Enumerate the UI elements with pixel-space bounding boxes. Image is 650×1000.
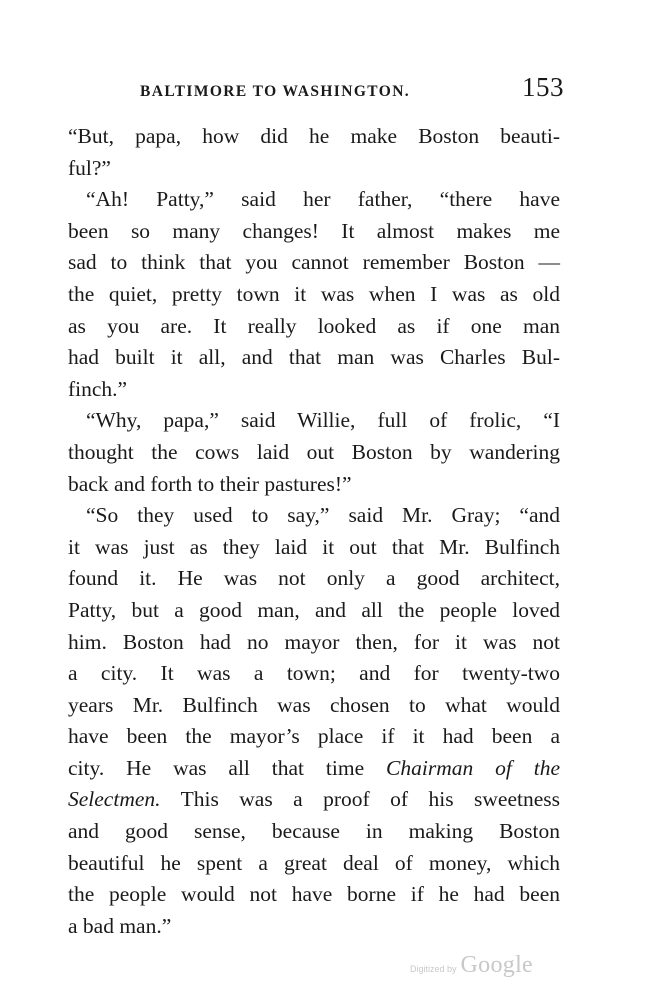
- page-number: 153: [522, 72, 564, 102]
- running-title: BALTIMORE TO WASHINGTON.: [140, 83, 411, 100]
- text-line: “But, papa, how did he make Boston beauti-: [68, 124, 560, 148]
- text-line: sad to think that you cannot remember Boston —: [68, 250, 560, 275]
- text-line: had built it all, and that man was Charles Bul-: [68, 345, 560, 370]
- text-line: back and forth to their pastures!”: [68, 471, 352, 496]
- body-text: [68, 121, 560, 942]
- text-line: finch.”: [68, 376, 128, 401]
- text-run: city. He was all that time: [68, 755, 387, 780]
- text-line: “Why, papa,” said Willie, full of frolic, “I: [86, 408, 560, 433]
- text-run: This was a proof of his sweetness: [160, 787, 560, 812]
- text-line: and good sense, because in making Boston: [68, 819, 560, 844]
- text-line: Patty, but a good man, and all the people loved: [68, 597, 560, 622]
- italic-text: Chairman of the: [386, 755, 560, 780]
- watermark-prefix: Digitized by: [410, 964, 457, 974]
- google-watermark: [410, 952, 533, 979]
- google-logo: Google: [460, 952, 533, 978]
- text-line: thought the cows laid out Boston by wandering: [68, 439, 560, 464]
- text-line: years Mr. Bulfinch was chosen to what would: [68, 692, 560, 717]
- text-line: ful?”: [68, 155, 111, 180]
- italic-text: Selectmen.: [68, 787, 161, 812]
- text-line: found it. He was not only a good architect,: [68, 566, 560, 591]
- text-line: been so many changes! It almost makes me: [68, 218, 560, 243]
- text-line: him. Boston had no mayor then, for it was not: [68, 629, 560, 654]
- text-line: a city. It was a town; and for twenty-two: [68, 661, 560, 686]
- text-line: “So they used to say,” said Mr. Gray; “and: [86, 503, 560, 528]
- text-line: a bad man.”: [68, 913, 172, 938]
- text-line: it was just as they laid it out that Mr. Bulfinch: [68, 534, 560, 559]
- text-line: the people would not have borne if he had been: [68, 882, 560, 907]
- running-header: [68, 72, 564, 106]
- text-line: “Ah! Patty,” said her father, “there have: [86, 187, 560, 212]
- text-line: [68, 753, 560, 785]
- text-line: have been the mayor’s place if it had been a: [68, 724, 560, 749]
- text-line: beautiful he spent a great deal of money, which: [68, 850, 560, 875]
- text-line: the quiet, pretty town it was when I was as old: [68, 281, 560, 306]
- text-line: [68, 784, 560, 816]
- text-line: as you are. It really looked as if one man: [68, 313, 560, 338]
